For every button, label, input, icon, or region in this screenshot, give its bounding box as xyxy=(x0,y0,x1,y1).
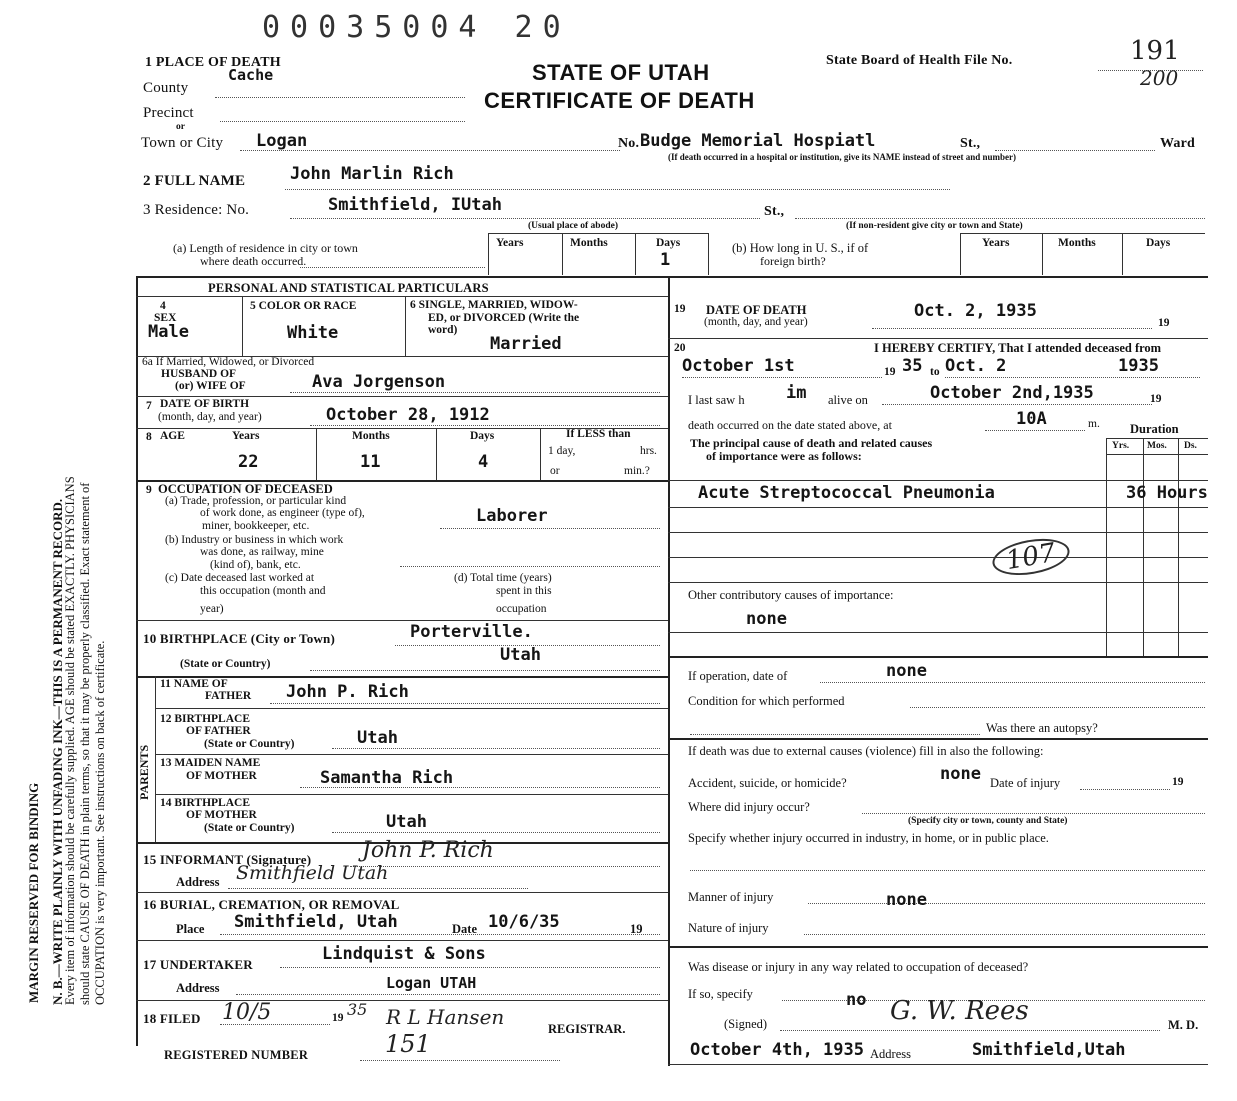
margin-instructions-2: Every item of information should be carefully supplied. AGE should be stated EXACTLY. PHYSICIANS xyxy=(63,476,77,1005)
operation-label: If operation, date of xyxy=(688,669,788,683)
marital-label-a: 6 SINGLE, MARRIED, WIDOW- xyxy=(410,299,578,311)
filed-label: 18 FILED xyxy=(143,1011,201,1026)
if-so-label: If so, specify xyxy=(688,987,753,1001)
personal-section-title: PERSONAL AND STATISTICAL PARTICULARS xyxy=(208,281,489,295)
occ-b1: (b) Industry or business in which work xyxy=(165,534,344,546)
occ-b3: (kind of), bank, etc. xyxy=(210,559,301,571)
residence-value: Smithfield, IUtah xyxy=(328,195,502,215)
burial-label: 16 BURIAL, CREMATION, OR REMOVAL xyxy=(143,897,400,912)
precinct-label: Precinct xyxy=(143,105,194,121)
occ-c1: (c) Date deceased last worked at xyxy=(165,572,315,584)
state-file-number-2: 200 xyxy=(1140,66,1179,90)
registered-number-label: REGISTERED NUMBER xyxy=(164,1048,309,1062)
fbirth-value: Utah xyxy=(357,728,398,748)
age-months: 11 xyxy=(360,452,381,472)
attended-to-year: 1935 xyxy=(1118,356,1159,376)
hospital-value: Budge Memorial Hospiatl xyxy=(640,131,876,151)
age-label: AGE xyxy=(160,430,185,442)
us-label-b: foreign birth? xyxy=(760,254,826,268)
marital-value: Married xyxy=(490,334,562,354)
sex-num: 4 xyxy=(160,300,166,312)
town-value: Logan xyxy=(256,131,308,151)
us-days-header: Days xyxy=(1146,237,1171,249)
occupation-label: OCCUPATION OF DECEASED xyxy=(158,482,333,496)
res-days-header: Days xyxy=(656,237,681,249)
accident-value: none xyxy=(940,764,981,784)
other-causes-value: none xyxy=(746,609,787,629)
burial-date: 10/6/35 xyxy=(488,912,560,932)
marital-label-c: word) xyxy=(428,324,458,336)
burial-year-suffix: 19 xyxy=(630,922,643,936)
binding-note: MARGIN RESERVED FOR BINDING xyxy=(26,782,41,1003)
occ-d2: spent in this xyxy=(496,585,552,597)
birthplace-state: Utah xyxy=(500,645,541,665)
where-note: (Specify city or town, county and State) xyxy=(908,816,1068,826)
cause-value: Acute Streptococcal Pneumonia xyxy=(698,483,995,503)
mbirth-label-c: (State or Country) xyxy=(204,822,295,834)
less-day-label: 1 day, xyxy=(548,445,576,457)
length-label-b: where death occurred. xyxy=(200,254,307,268)
last-saw-value: im xyxy=(786,383,807,403)
hospital-note: (If death occurred in a hospital or institution, give its NAME instead of street and number) xyxy=(668,152,1017,162)
father-value: John P. Rich xyxy=(286,682,409,702)
dob-label-a: DATE OF BIRTH xyxy=(160,398,250,410)
title-state: STATE OF UTAH xyxy=(532,60,710,85)
physician-address: Smithfield,Utah xyxy=(972,1040,1126,1060)
occupation-value: Laborer xyxy=(476,506,548,526)
physician-address-label: Address xyxy=(870,1047,911,1061)
nature-label: Nature of injury xyxy=(688,921,769,935)
age-years: 22 xyxy=(238,452,259,472)
margin-instructions-1: N. B.—WRITE PLAINLY WITH UNFADING INK—THIS IS A PERMANENT RECORD. xyxy=(50,498,65,1005)
age-days-label: Days xyxy=(470,430,495,442)
sex-value: Male xyxy=(148,322,189,342)
burial-place: Smithfield, Utah xyxy=(234,912,398,932)
injury-year-suffix: 19 xyxy=(1172,776,1184,788)
cause-code: 107 xyxy=(990,534,1072,581)
dod-label-a: DATE OF DEATH xyxy=(706,303,807,317)
specify-label: Specify whether injury occurred in industry, in home, or in public place. xyxy=(688,831,1049,845)
res-days-value: 1 xyxy=(660,250,671,270)
mbirth-value: Utah xyxy=(386,812,427,832)
ward-label: Ward xyxy=(1160,136,1196,151)
occupation-num: 9 xyxy=(146,484,152,496)
operation-value: none xyxy=(886,661,927,681)
dod-num: 19 xyxy=(674,303,686,315)
residence-label: 3 Residence: No. xyxy=(143,202,250,218)
county-value: Cache xyxy=(228,66,274,84)
autopsy-label: Was there an autopsy? xyxy=(986,721,1098,735)
duration-mos: Mos. xyxy=(1147,441,1167,451)
where-label: Where did injury occur? xyxy=(688,800,810,814)
dod-year-suffix: 19 xyxy=(1158,317,1170,329)
informant-signature: John P. Rich xyxy=(362,838,494,863)
to-label: to xyxy=(930,366,940,378)
fbirth-label-a: 12 BIRTHPLACE xyxy=(160,713,251,725)
res-years-header: Years xyxy=(496,237,524,249)
less-than-label: If LESS than xyxy=(566,428,631,440)
full-name-label: 2 FULL NAME xyxy=(143,173,246,189)
no-label: No. xyxy=(618,136,640,151)
occ-related-label: Was disease or injury in any way related to occupation of deceased? xyxy=(688,960,1029,974)
county-label: County xyxy=(143,80,189,96)
dob-value: October 28, 1912 xyxy=(326,405,490,425)
race-value: White xyxy=(287,323,339,343)
attended-from: October 1st xyxy=(682,356,795,376)
external-label: If death was due to external causes (violence) fill in also the following: xyxy=(688,744,1044,758)
us-years-header: Years xyxy=(982,237,1010,249)
informant-label: 15 INFORMANT (Signature) xyxy=(143,852,312,867)
mbirth-label-b: OF MOTHER xyxy=(186,809,257,821)
undertaker-name: Lindquist & Sons xyxy=(322,944,486,964)
cert-num: 20 xyxy=(674,342,686,354)
dob-label-b: (month, day, and year) xyxy=(158,411,262,423)
duration-yrs: Yrs. xyxy=(1112,441,1130,451)
birthplace-label: 10 BIRTHPLACE (City or Town) xyxy=(143,631,335,646)
occ-d3: occupation xyxy=(496,603,547,615)
duration-ds: Ds. xyxy=(1184,441,1197,451)
dod-value: Oct. 2, 1935 xyxy=(914,301,1037,321)
from-year-prefix: 19 xyxy=(884,366,896,378)
from-year: 35 xyxy=(902,356,923,376)
manner-value: none xyxy=(886,890,927,910)
alive-label: alive on xyxy=(828,393,868,407)
margin-instructions-3: should state CAUSE OF DEATH in plain terms, so that it may be properly classified. Exact statement of xyxy=(78,482,92,1005)
age-days: 4 xyxy=(478,452,489,472)
cause-label-b: of importance were as follows: xyxy=(706,449,862,463)
cause-label-a: The principal cause of death and related causes xyxy=(690,436,933,450)
min-label: min.? xyxy=(624,465,650,477)
filed-value: 10/5 xyxy=(222,1000,272,1025)
injury-date-label: Date of injury xyxy=(990,776,1061,790)
father-label-b: FATHER xyxy=(205,690,252,702)
accident-label: Accident, suicide, or homicide? xyxy=(688,776,847,790)
md-label: M. D. xyxy=(1168,1018,1199,1032)
occ-b2: was done, as railway, mine xyxy=(200,546,324,558)
mbirth-label-a: 14 BIRTHPLACE xyxy=(160,797,251,809)
spouse-label-a: 6a If Married, Widowed, or Divorced xyxy=(142,356,315,368)
father-label-a: 11 NAME OF xyxy=(160,678,228,690)
dod-label-b: (month, day, and year) xyxy=(704,316,808,328)
undertaker-address: Logan UTAH xyxy=(386,974,477,992)
birthplace-state-label: (State or Country) xyxy=(180,658,271,670)
us-months-header: Months xyxy=(1058,237,1096,249)
other-causes-label: Other contributory causes of importance: xyxy=(688,588,894,602)
filed-year-prefix: 19 xyxy=(332,1012,344,1024)
full-name-value: John Marlin Rich xyxy=(290,164,454,184)
date-signed: October 4th, 1935 xyxy=(690,1040,864,1060)
occ-a1: (a) Trade, profession, or particular kind xyxy=(165,495,347,507)
margin-instructions-4: OCCUPATION is very important. See instructions on back of certificate. xyxy=(93,640,107,1005)
occ-a2: of work done, as engineer (type of), xyxy=(200,507,365,519)
st-label: St., xyxy=(960,136,981,151)
burial-place-label: Place xyxy=(176,922,205,936)
burial-date-label: Date xyxy=(452,922,477,936)
res-months-header: Months xyxy=(570,237,608,249)
file-number-stamp: 00035004 20 xyxy=(262,10,571,45)
duration-label: Duration xyxy=(1130,422,1179,436)
fbirth-label-c: (State or Country) xyxy=(204,738,295,750)
title-certificate: CERTIFICATE OF DEATH xyxy=(484,88,755,113)
place-label: 1 PLACE OF DEATH xyxy=(145,55,281,70)
birthplace-city: Porterville. xyxy=(410,622,533,642)
occ-c2: this occupation (month and xyxy=(200,585,326,597)
race-label: 5 COLOR OR RACE xyxy=(250,300,357,312)
last-saw-label: I last saw h xyxy=(688,393,745,407)
us-label-a: (b) How long in U. S., if of xyxy=(732,241,869,255)
age-months-label: Months xyxy=(352,430,390,442)
mother-label-a: 13 MAIDEN NAME xyxy=(160,757,261,769)
fbirth-label-b: OF FATHER xyxy=(186,725,251,737)
occ-c3: year) xyxy=(200,603,224,615)
occ-d1: (d) Total time (years) xyxy=(454,572,552,584)
registered-number: 151 xyxy=(385,1030,431,1058)
physician-signature: G. W. Rees xyxy=(890,996,1029,1026)
spouse-value: Ava Jorgenson xyxy=(312,372,446,392)
sex-label: SEX xyxy=(154,312,177,324)
dob-num: 7 xyxy=(146,400,152,412)
state-file-number: 191 xyxy=(1130,36,1180,66)
certify-text: I HEREBY CERTIFY, That I attended deceased from xyxy=(874,341,1162,355)
town-label: Town or City xyxy=(141,135,224,151)
alive-year-suffix: 19 xyxy=(1150,393,1162,405)
mother-value: Samantha Rich xyxy=(320,768,454,788)
undertaker-label: 17 UNDERTAKER xyxy=(143,957,253,972)
nonres-note: (If non-resident give city or town and State) xyxy=(846,221,1023,231)
or-label: or xyxy=(176,122,185,132)
occurred-label: death occurred on the date stated above, at xyxy=(688,418,892,432)
abode-note: (Usual place of abode) xyxy=(528,221,618,231)
cause-duration: 36 Hours xyxy=(1126,483,1208,503)
manner-label: Manner of injury xyxy=(688,890,774,904)
filed-year: 35 xyxy=(347,1000,368,1019)
if-so-value: no xyxy=(846,990,867,1010)
marital-label-b: ED, or DIVORCED (Write the xyxy=(428,312,580,324)
mother-label-b: OF MOTHER xyxy=(186,770,257,782)
attended-to: Oct. 2 xyxy=(945,356,1007,376)
occ-a3: miner, bookkeeper, etc. xyxy=(202,520,310,532)
hrs-label: hrs. xyxy=(640,445,657,457)
spouse-label-b: HUSBAND OF xyxy=(161,368,237,380)
signed-label: (Signed) xyxy=(724,1017,768,1031)
registrar-signature: R L Hansen xyxy=(386,1005,505,1029)
or-min-label: or xyxy=(550,465,560,477)
m-label: m. xyxy=(1088,418,1100,430)
age-num: 8 xyxy=(146,431,152,443)
length-label-a: (a) Length of residence in city or town xyxy=(173,241,358,255)
alive-date: October 2nd,1935 xyxy=(930,383,1094,403)
informant-address: Smithfield Utah xyxy=(236,862,389,884)
condition-label: Condition for which performed xyxy=(688,694,845,708)
registrar-label: REGISTRAR. xyxy=(548,1022,626,1036)
informant-address-label: Address xyxy=(176,875,220,889)
state-file-label: State Board of Health File No. xyxy=(826,53,1013,68)
age-years-label: Years xyxy=(232,430,260,442)
residence-st-label: St., xyxy=(764,204,785,219)
spouse-label-c: (or) WIFE OF xyxy=(175,380,246,392)
death-time: 10A xyxy=(1016,409,1047,429)
parents-side-label: PARENTS xyxy=(137,744,151,800)
undertaker-address-label: Address xyxy=(176,981,220,995)
